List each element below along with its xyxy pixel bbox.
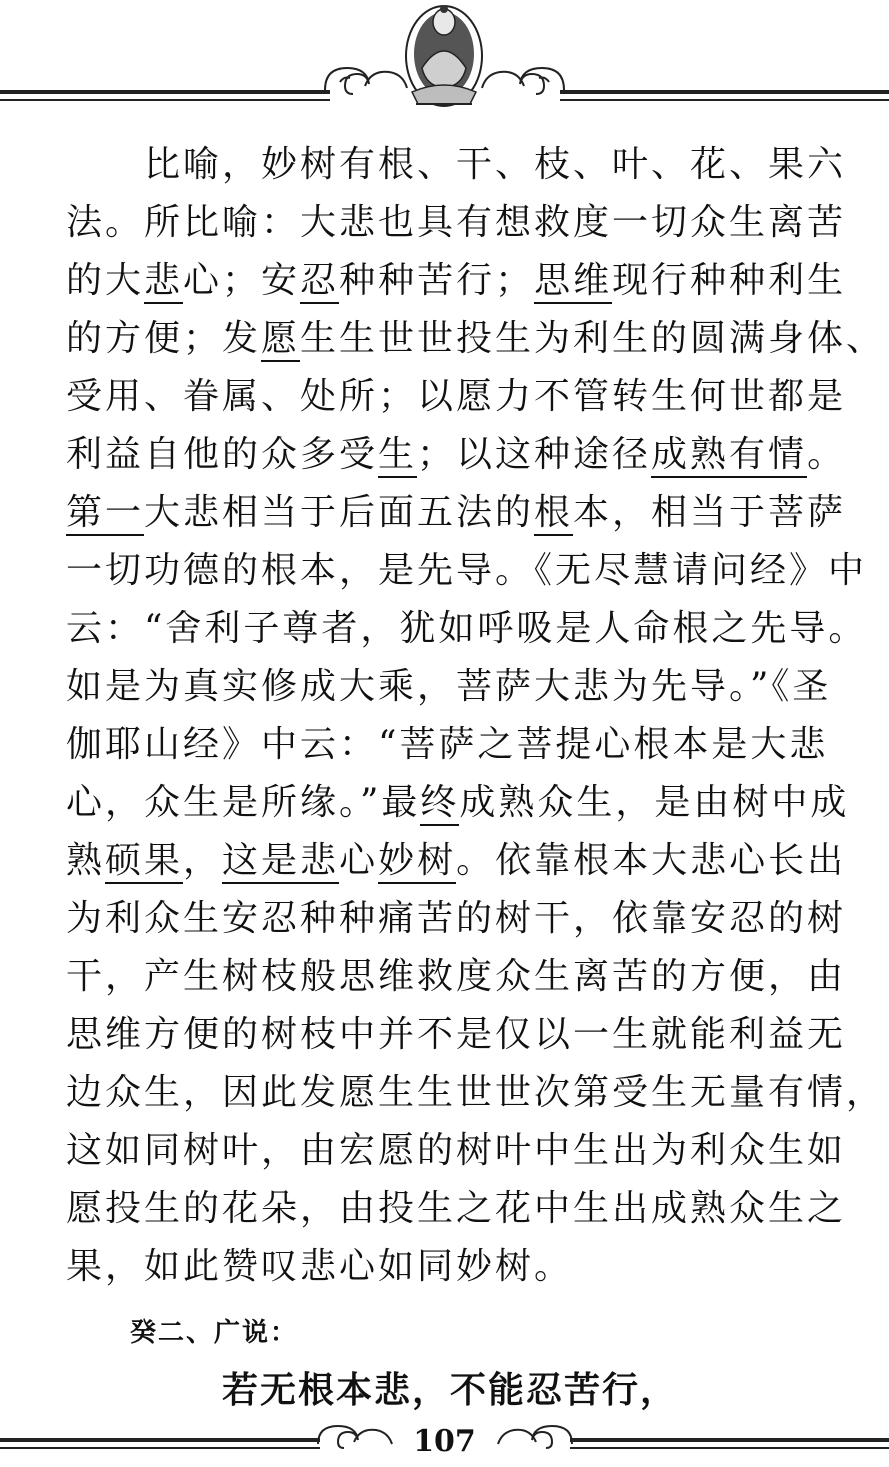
text-segment: 如是为真实修成大乘，菩萨大悲为先导。”《圣 <box>66 666 832 707</box>
text-segment: 比喻，妙树有根、干、枝、叶、花、果六 <box>66 144 847 185</box>
verse-line: 若无根本悲，不能忍苦行， <box>222 1370 679 1411</box>
text-segment: 愿投生的花朵，由投生之花中生出成熟众生之 <box>66 1188 847 1229</box>
body-paragraph <box>66 136 886 1296</box>
header-rule-left <box>0 92 330 100</box>
cloud-scroll-right-icon <box>482 68 564 94</box>
underlined-term: 根 <box>534 492 573 536</box>
header-ornament <box>0 0 889 115</box>
text-segment: 伽耶山经》中云：“菩萨之菩提心根本是大悲 <box>66 724 829 765</box>
underlined-term: 第一 <box>66 492 144 536</box>
text-segment: 的大 <box>66 260 145 301</box>
text-segment: 的方便；发 <box>66 318 262 359</box>
text-segment: 大悲相当于后面五法的 <box>144 492 535 533</box>
page-number: 107 <box>413 1424 476 1459</box>
text-line <box>66 310 886 368</box>
text-line <box>66 600 868 658</box>
text-segment: 这如同树叶，由宏愿的树叶中生出为利众生如 <box>66 1130 847 1171</box>
underlined-term: 妙树 <box>378 840 456 884</box>
text-segment: 为利众生安忍种种痛苦的树干，依靠安忍的树 <box>66 898 847 939</box>
underlined-term: 思维 <box>534 260 612 304</box>
text-line <box>66 948 856 1006</box>
text-segment: 思维方便的树枝中并不是仅以一生就能利益无 <box>66 1014 847 1055</box>
text-segment: 果，如此赞叹悲心如同妙树。 <box>66 1246 574 1287</box>
text-segment: 受用、眷属、处所；以愿力不管转生何世都是 <box>66 376 847 417</box>
text-line <box>66 194 856 252</box>
text-segment: 现行种种利生 <box>612 260 847 301</box>
underlined-term: 忍 <box>300 260 339 304</box>
text-line <box>66 1180 856 1238</box>
text-line <box>66 426 856 484</box>
text-line <box>66 658 856 716</box>
text-segment: 。依靠根本大悲心长出 <box>456 840 847 881</box>
text-segment: 本，相当于菩萨 <box>573 492 847 533</box>
underlined-term: 成熟有情 <box>651 434 807 478</box>
text-segment: 法。所比喻：大悲也具有想救度一切众生离苦 <box>66 202 847 243</box>
text-segment: 熟 <box>66 840 106 881</box>
underlined-term: 硕果 <box>105 840 183 884</box>
text-line <box>66 1122 856 1180</box>
text-segment: 。 <box>807 434 847 475</box>
text-segment: 生生世世投生为利生的圆满身体、 <box>300 318 886 359</box>
underlined-term: 终 <box>420 782 459 826</box>
text-segment: 边众生，因此发愿生生世世次第受生无量有情， <box>66 1072 886 1113</box>
underlined-term: 这是悲 <box>222 840 339 884</box>
header-rule-right <box>560 92 889 100</box>
text-line <box>66 484 856 542</box>
text-segment: 云：“舍利子尊者，犹如呼吸是人命根之先导。 <box>66 608 868 649</box>
underlined-term: 愿 <box>261 318 300 362</box>
text-segment: 干，产生树枝般思维救度众生离苦的方便，由 <box>66 956 847 997</box>
text-line <box>66 832 856 890</box>
text-line <box>66 252 856 310</box>
text-line <box>66 890 856 948</box>
text-line <box>66 368 856 426</box>
text-line <box>66 716 856 774</box>
text-segment: ；以这种途径 <box>417 434 652 475</box>
text-line <box>66 1238 856 1296</box>
text-segment: 一切功德的根本，是先导。《无尽慧请问经》中 <box>66 550 868 591</box>
text-segment: 心；安 <box>183 260 301 301</box>
underlined-term: 悲 <box>144 260 183 304</box>
text-line <box>66 136 856 194</box>
text-line <box>66 1064 886 1122</box>
underlined-term: 生 <box>378 434 417 478</box>
text-segment: ， <box>183 840 223 881</box>
cloud-scroll-left-icon <box>325 68 407 94</box>
text-segment: 利益自他的众多受 <box>66 434 379 475</box>
text-segment: 种种苦行； <box>339 260 535 301</box>
text-segment: 心，众生是所缘。”最 <box>66 782 421 823</box>
text-line <box>66 542 868 600</box>
text-segment: 心 <box>339 840 379 881</box>
section-heading: 癸二、广说： <box>130 1318 299 1348</box>
text-segment: 成熟众生，是由树中成 <box>459 782 850 823</box>
buddha-medallion-icon <box>406 5 482 106</box>
text-line <box>66 1006 856 1064</box>
text-line <box>66 774 856 832</box>
